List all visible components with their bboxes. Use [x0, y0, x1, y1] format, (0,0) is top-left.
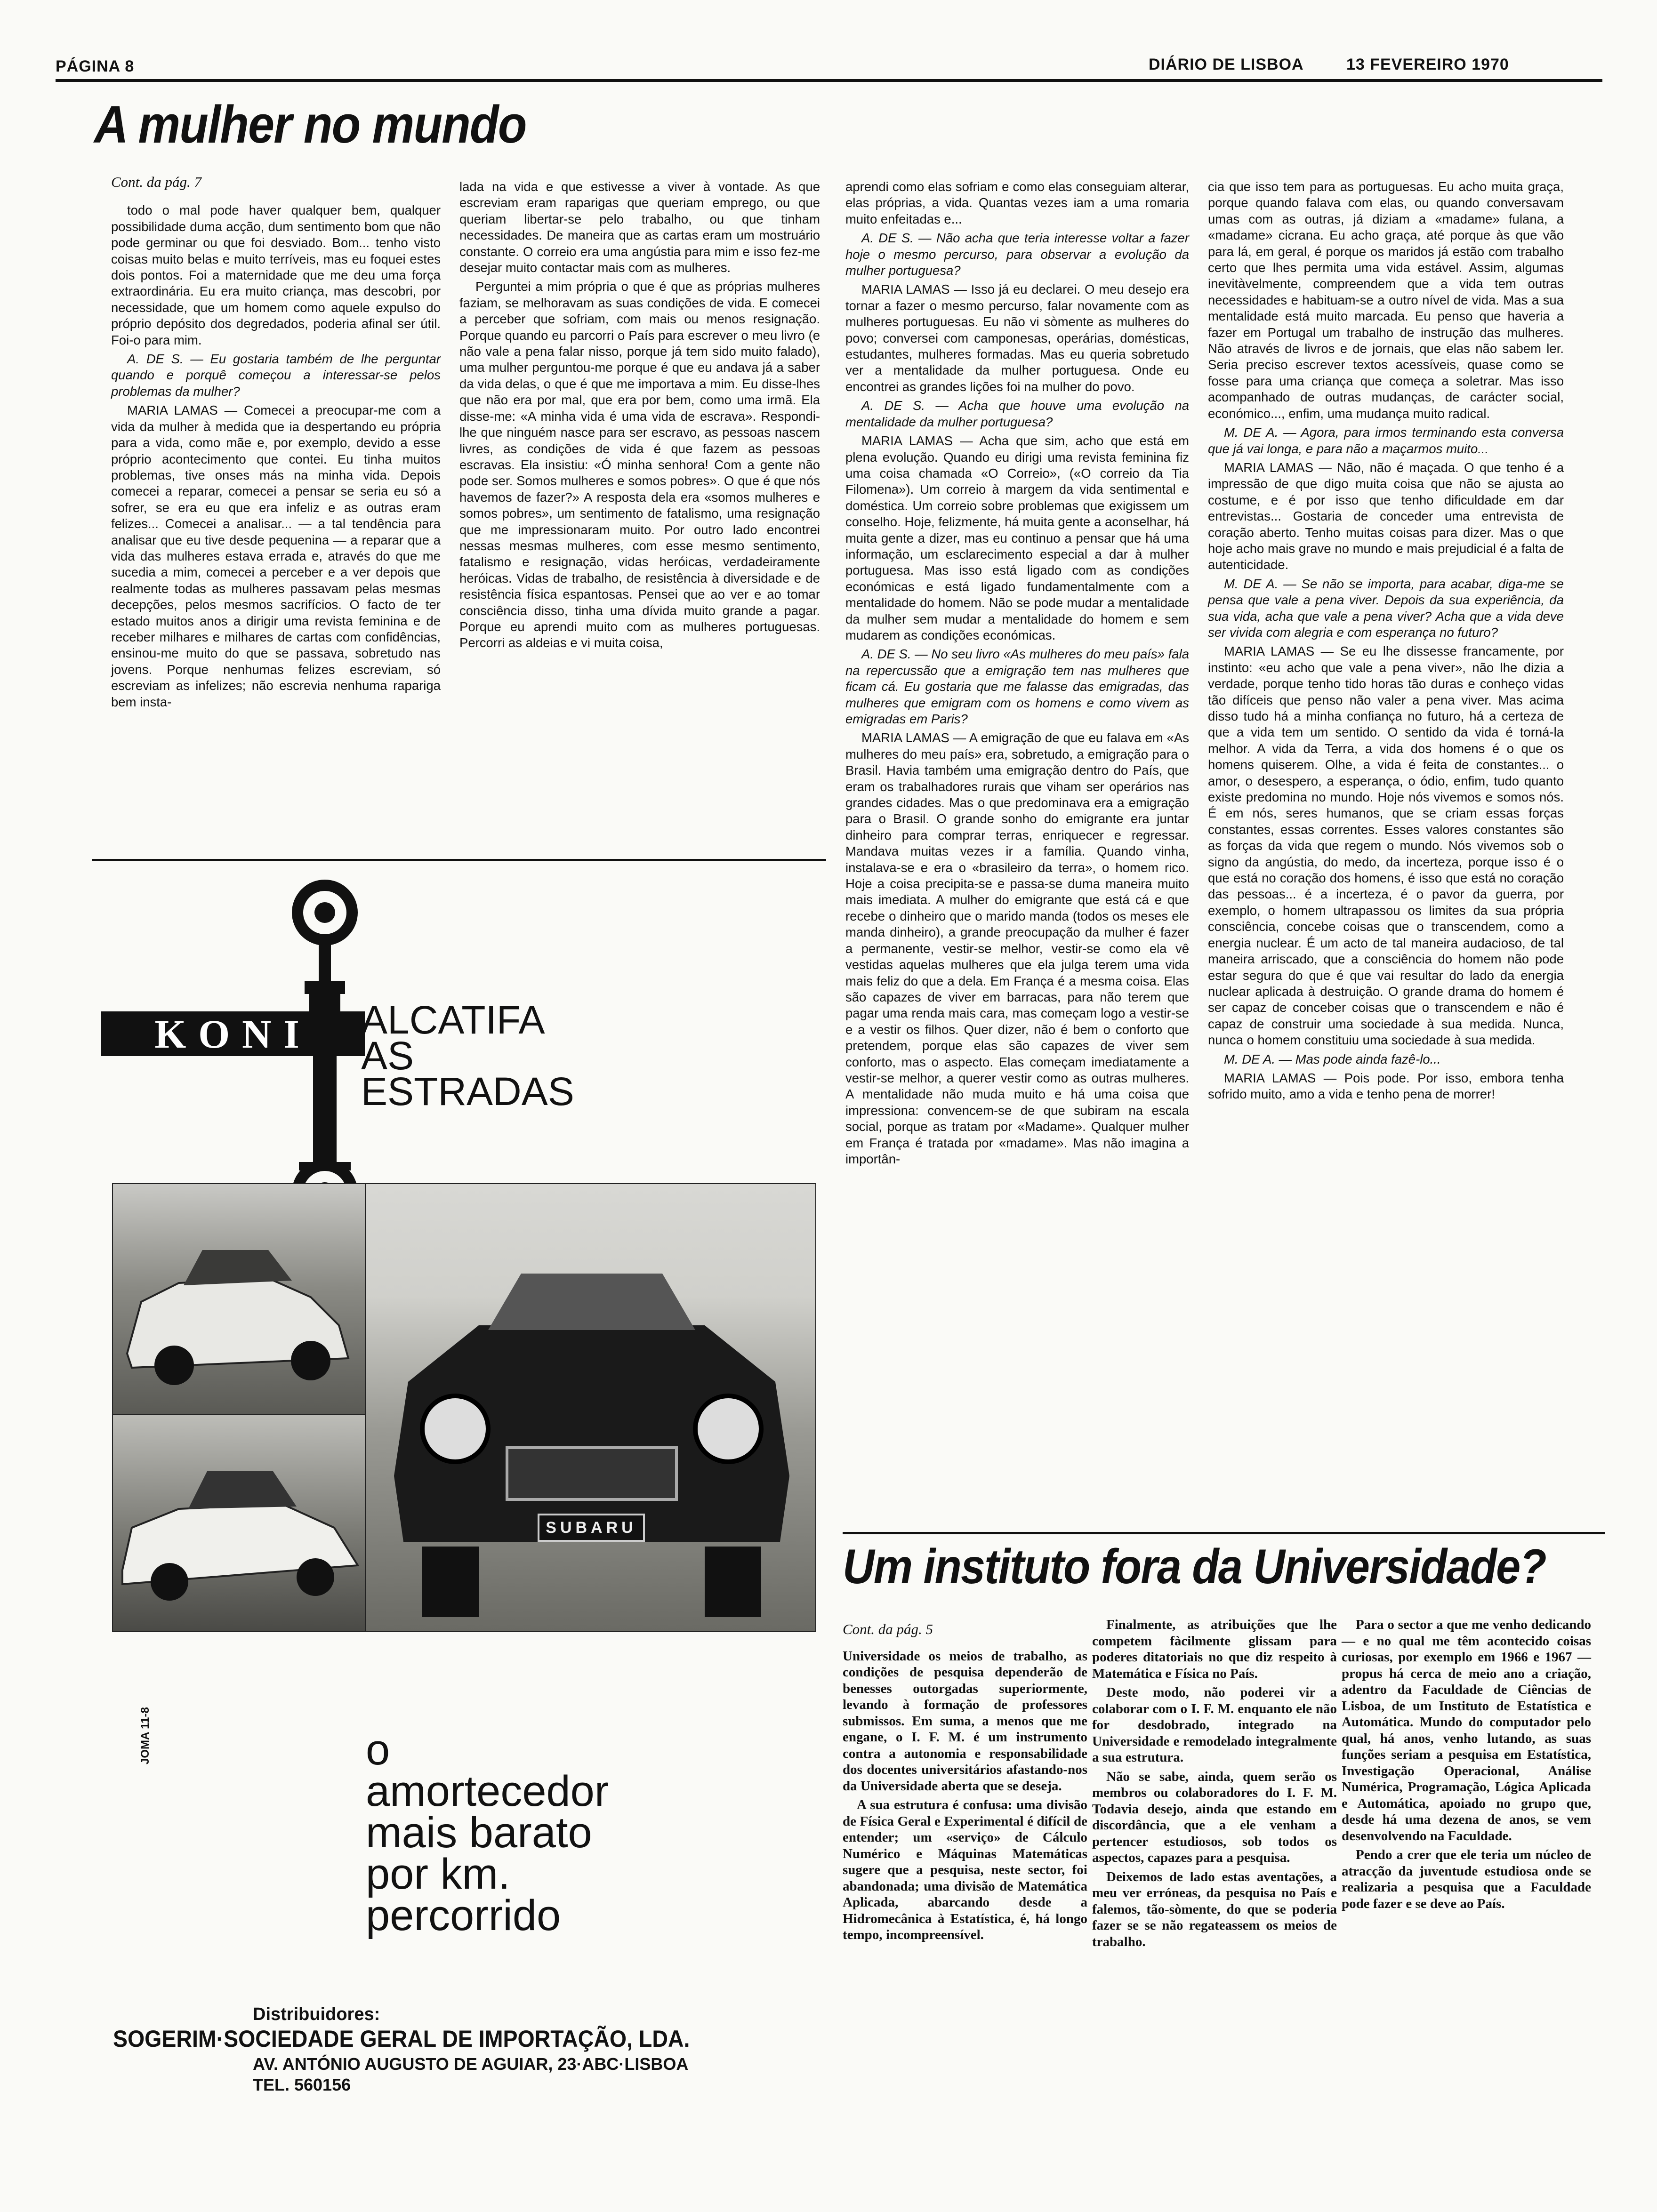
ad-tagline: [366, 1726, 609, 1940]
paragraph: MARIA LAMAS — Comecei a preocupar-me com a vida da mulher à medida que ia despertando eu própria para a vida, como mãe e, por exemplo, devido a esse próprio acontecimento que contei. Eu tinha muitos problemas, tive onses más na minha vida. Depois comecei a reparar, comecei a pensar se seria eu só a sofrer, se era eu que era infeliz e as outras eram felizes... Comecei a analisar... — a tal tendência para analisar que eu tive desde pequenina — a reparar que a vida das mulheres estava errada e, através do que me sucedia a mim, comecei a perceber e a ver depois que realmente todas as mulheres passavam pelas mesmas decepções, pelos mesmos sacrifícios. O facto de ter estado muitos anos a dirigir uma revista feminina e de receber milhares e milhares de cartas com confidências, ensinou-me muito do que se passava, sobretudo nas jovens. Porque nenhumas felizes escreviam, só escreviam as infelizes; não escrevia nenhuma rapariga bem insta-: [111, 403, 441, 709]
paragraph: Pendo a crer que ele teria um núcleo de atracção da juventude estudiosa onde se realizaria a pesquisa que a Faculdade pode fazer e se deve ao País.: [1342, 1847, 1591, 1911]
article-column-3: [845, 179, 1189, 1170]
car-plate-text: SUBARU: [546, 1518, 637, 1537]
newspaper-name: DIÁRIO DE LISBOA: [1149, 56, 1304, 73]
continuation-note: Cont. da pág. 5: [843, 1621, 933, 1637]
article-headline: A mulher no mundo: [94, 95, 526, 154]
issue-date: 13 FEVEREIRO 1970: [1346, 56, 1509, 73]
ad-phone: TEL. 560156: [253, 2075, 351, 2094]
koni-logo: [101, 1011, 365, 1056]
paragraph: Finalmente, as atribuições que lhe competem fàcilmente glissam para poderes ditatoriais no que diz respeito à Matemática e Física no País.: [1092, 1617, 1337, 1681]
ad-address: AV. ANTÓNIO AUGUSTO DE AGUIAR, 23·ABC·LISBOA: [253, 2054, 689, 2074]
article2-column-3: [1342, 1617, 1591, 1915]
interview-question: M. DE A. — Agora, para irmos terminando esta conversa que já vai longa, e para não a maçarmos muito...: [1208, 425, 1564, 456]
interview-question: M. DE A. — Se não se importa, para acabar, diga-me se pensa que vale a pena viver. Depois da sua experiência, da sua vida, acha que vale a pena viver? Acha que a vida deve ser vivida com alegria e com esperança no futuro?: [1208, 576, 1564, 640]
continuation-note: Cont. da pág. 7: [111, 174, 202, 190]
paragraph: todo o mal pode haver qualquer bem, qualquer possibilidade duma acção, dum sentimento bom que não pode germinar ou que foi desviado. Bom... tenho visto coisas muito belas e muito terríveis, mas eu foquei estes dois pontos. Foi a maternidade que me deu uma força extraordinária. Eu era muito criança, mas descobri, por necessidade, que um homem como aquele expulso do próprio depósito dos degredados, poderia afinal ser útil. Foi-o para mim.: [111, 203, 441, 347]
article2-column-1: [843, 1621, 1087, 1946]
interview-question: A. DE S. — Acha que houve uma evolução na mentalidade da mulher portuguesa?: [845, 398, 1189, 429]
article-column-1: [111, 165, 441, 713]
paragraph: MARIA LAMAS — Isso já eu declarei. O meu desejo era tornar a fazer o mesmo percurso, falar novamente com as mulheres portuguesas. Eu não vi sòmente as mulheres do povo; conversei com camponesas, operárias, domésticas, estudantes, mulheres formadas. Mas eu queria sobretudo ver a mentalidade da mulher portuguesa. Onde eu encontrei as grandes lições foi na mulher do povo.: [845, 282, 1189, 394]
ad-slogan-line: AS: [361, 1034, 414, 1078]
ad-slogan-line: ALCATIFA: [361, 998, 545, 1042]
interview-question: A. DE S. — Eu gostaria também de lhe perguntar quando e porquê começou a interessar-se pelos problemas da mulher?: [111, 352, 441, 399]
paragraph: Para o sector a que me venho dedicando — e no qual me têm acontecido coisas curiosas, por exemplo em 1966 e 1967 — propus há cerca de meio ano a criação, adentro da Faculdade de Ciências de Lisboa, de um Instituto de Estatística e Automática. Mundo do computador pelo qual, há anos, venho lutando, as suas funções seriam a pesquisa em Estatística, Investigação Operacional, Análise Numérica, Programação, Lógica Aplicada e Automática, apoiado no grupo que, desde há uma dezena de anos, se vem desenvolvendo na Faculdade.: [1342, 1617, 1591, 1843]
car-photo-top: [112, 1183, 368, 1416]
ad-tagline-line: por km.: [366, 1850, 510, 1898]
interview-question: A. DE S. — Não acha que teria interesse voltar a fazer hoje o mesmo percurso, para observar a evolução da mulher portuguesa?: [845, 231, 1189, 278]
paragraph: lada na vida e que estivesse a viver à vontade. As que escreviam eram raparigas que queriam emprego, ou que queriam libertar-se pelo trabalho, ou que tinham necessidades. De maneira que as cartas eram um mostruário constante. O correio era uma angústia para mim e isso fez-me desejar muito contactar mais com as mulheres.: [459, 179, 820, 275]
paragraph: MARIA LAMAS — Se eu lhe dissesse francamente, por instinto: «eu acho que vale a pena viver», não lhe dizia a verdade, porque tenho tido horas tão duras e conheço vidas tão difíceis que penso não valer a pena viver. Mas acima disso tudo há a minha confiança no futuro, há a certeza de que a vida tem um sentido. O sentido da vida é torná-la melhor. A vida da Terra, a vida dos homens é o que os homens quiserem. Olhe, a vida é feita de constantes... o amor, o desespero, a esperança, o ódio, enfim, tudo quanto existe predomina no mundo. Hoje nós vivemos e somos nós. É em nós, seres humanos, que se criam essas forças constantes, essas correntes. Esses valores constantes são as forças da vida que regem o mundo. Nós vivemos sob o signo da angústia, do medo, da incerteza, porque isso é o que está no coração dos homens, é isso que está no coração das pessoas... é a incerteza, é o pavor da guerra, por exemplo, o homem ultrapassou os limites da sua própria consciência, concebe coisas que o transcendem, como a energia nuclear. É um acto de tal maneira audacioso, de tal maneira arriscado, que a consciência do homem não pode estar segura do que é que vai resultar do lado da energia nuclear aplicada à destruição. O grande drama do homem é ser capaz de conceber coisas que o transcendem e não é capaz de construir uma sociedade à sua medida. Nunca, nunca o homem constituiu uma sociedade à sua medida.: [1208, 644, 1564, 1048]
paragraph: MARIA LAMAS — Pois pode. Por isso, embora tenha sofrido muito, amo a vida e tenho pena de morrer!: [1208, 1070, 1564, 1102]
ad-slogan-line: ESTRADAS: [361, 1069, 574, 1114]
ad-slogan: [361, 998, 574, 1114]
car-plate: [538, 1514, 645, 1542]
koni-logo-text: KONI: [154, 1011, 312, 1057]
ad-side-code: JOMA 11-8: [139, 1707, 152, 1764]
paragraph: Deixemos de lado estas aventações, a meu ver erróneas, da pesquisa no País e falemos, tão-sòmente, do que se poderia fazer se se não regateassem os meios de trabalho.: [1092, 1869, 1337, 1949]
header-rule: [56, 79, 1602, 82]
ad-distributors-label: Distribuidores:: [253, 2004, 380, 2024]
paragraph: Deste modo, não poderei vir a colaborar com o I. F. M. enquanto ele não for desdobrado, integrado na Universidade e remodelado integralmente a sua estrutura.: [1092, 1685, 1337, 1765]
paragraph: Perguntei a mim própria o que é que as próprias mulheres faziam, se melhoravam as suas condições de vida. E comecei a perceber que sofriam, com mais ou menos resignação. Porque quando eu parcorri o País para escrever o meu livro (e não vale a pena falar nisso, porque já tem sido muito falado), uma mulher perguntou-me porque é que eu andava já a saber da vida delas, o que é que me importava a mim. Eu disse-lhes que não era por mal, que era por bem, como uma irmã. Ela disse-me: «A minha vida é uma vida de escrava». Respondi-lhe que ninguém nasce para ser escravo, as pessoas nascem livres, as condições de vida é que fazem as pessoas escravas. Ela insistiu: «Ó minha senhora! Com a gente não pode ser. Somos mulheres e somos pobres». O que é que nós havemos de fazer?» A resposta dela era «somos mulheres e somos pobres», um sentimento de fatalismo, uma resignação que me impressionaram muito. Por outro lado encontrei nessas mesmas mulheres, com esse mesmo sentimento, fatalismo e resignação, vidas heróicas, verdadeiramente heróicas. Vidas de trabalho, de resistência à diversidade e de resistência física espantosas. Pensei que ao ver e ao tomar consciência disso, tinha uma dívida muito grande a pagar. Porque eu aprendi muito com as mulheres portuguesas. Percorri as aldeias e vi muita coisa,: [459, 279, 820, 650]
paragraph: aprendi como elas sofriam e como elas conseguiam alterar, elas próprias, a vida. Quantas vezes iam a uma romaria muito enfeitadas e...: [845, 179, 1189, 226]
paragraph: Universidade os meios de trabalho, as condições de pesquisa dependerão de benesses outorgadas superiormente, levando à formação de professores submissos. Em suma, a menos que me engane, o I. F. M. é um instrumento contra a autonomia e responsabilidade dos docentes universitários afastando-nos da Universidade aberta que se deseja.: [843, 1648, 1087, 1794]
paragraph: cia que isso tem para as portuguesas. Eu acho muita graça, porque quando falava com elas, ou quando conversavam umas com as outras, já diziam a «madame» fulana, a «madame» cicrana. Eu acho graça, até porque às que vão para lá, em geral, é porque os maridos já estão com trabalho certo que lhes permita uma vida estável. Assim, algumas inevitàvelmente, compreendem que a vida tem outras necessidades e habituam-se a outro nível de vida. Mas a sua mentalidade está muito marcada. Eu penso que haveria a fazer em Portugal um trabalho de instrução das mulheres. Não através de livros e de jornais, que elas não sabem ler. Seria preciso escrever textos acessíveis, quase como se fosse para uma criança que começa a soletrar. Mas isso acompanhado de outras mudanças, de carácter social, económico..., enfim, uma mudança muito radical.: [1208, 179, 1564, 421]
car-photo-bottom: [112, 1414, 368, 1632]
car-photo-front: [365, 1183, 816, 1632]
paragraph: MARIA LAMAS — A emigração de que eu falava em «As mulheres do meu país» era, sobretudo, a emigração para o Brasil. Havia também uma emigração dentro do País, que eram os trabalhadores rurais que viham ser operários nas grandes cidades. Mas o que predominava era a emigração para o Brasil. O grande sonho do emigrante era juntar dinheiro para comprar terras, enriquecer e regressar. Mandava muitas vezes ir a família. Quando vinha, instalava-se e era o «brasileiro da terra», o homem rico. Hoje a coisa precipita-se e passa-se duma maneira muito mais imediata. A mulher do emigrante que está cá e que recebe o dinheiro que o marido manda (todos os meses ele manda dinheiro), a grande preocupação da mulher é fazer a permanente, vestir-se melhor, vestir-se como ela vê vestidas aquelas mulheres que ela julga terem uma vida mais feliz do que a dela. Em França é a mesma coisa. Elas são capazes de viver em barracas, para não terem que pagar uma renda mais cara, mas começam logo a vestir-se e a vestir os filhos. Quer dizer, não é bem o conforto que pretendem, porque elas são capazes de viver sem conforto, mas o aspecto. Elas começam imediatamente a vestir-se melhor, a querer vestir como as outras mulheres. A mentalidade não muda muito e há uma coisa que impressiona: convencem-se de que subiram na escala social, porque as tratam por «Madame». Qualquer mulher em França é tratada por «madame». Mas não imagina a importân-: [845, 730, 1189, 1166]
article2-headline: Um instituto fora da Universidade?: [843, 1539, 1546, 1594]
ad-tagline-line: mais barato: [366, 1809, 592, 1857]
paragraph: A sua estrutura é confusa: uma divisão de Física Geral e Experimental é difícil de entender; um «serviço» de Cálculo Numérico e Máquinas Matemáticas sugere que a pesquisa, neste sector, foi abandonada; uma divisão de Matemática Aplicada, abarcando desde a Hidromecânica à Estatística, é, há longo tempo, incompreensível.: [843, 1797, 1087, 1942]
article-divider: [843, 1532, 1605, 1534]
article-column-2: [459, 179, 820, 654]
article-column-4: [1208, 179, 1564, 1106]
ad-tagline-line: o: [366, 1726, 390, 1774]
paragraph: Não se sabe, ainda, quem serão os membros ou colaboradores do I. F. M. Todavia desejo, ainda que estando em discordância, que a ele venham a pertencer estudiosos, sob todos os aspectos, capazes para a pesquisa.: [1092, 1769, 1337, 1865]
paragraph: MARIA LAMAS — Não, não é maçada. O que tenho é a impressão de que digo muita coisa que não se ajusta ao costume, e é por isso que tenho dificuldade em dar entrevistas... Gostaria de conceder uma entrevista de coração aberto. Tenho muitas coisas para dizer. Mas o que hoje acho mais grave no mundo e mais prejudicial é a falta de autenticidade.: [1208, 460, 1564, 572]
ad-company: SOGERIM·SOCIEDADE GERAL DE IMPORTAÇÃO, LDA.: [113, 2026, 690, 2052]
interview-question: A. DE S. — No seu livro «As mulheres do meu país» fala na repercussão que a emigração tem nas mulheres que ficam cá. Eu gostaria que me falasse das emigradas, das mulheres que emigram com os homens e como vivem as emigradas em Paris?: [845, 647, 1189, 726]
koni-advertisement: [92, 859, 826, 2146]
page-label: PÁGINA 8: [56, 57, 135, 75]
ad-tagline-line: percorrido: [366, 1891, 561, 1940]
article2-column-2: [1092, 1617, 1337, 1953]
paragraph: MARIA LAMAS — Acha que sim, acho que está em plena evolução. Quando eu dirigi uma revista feminina fiz uma coisa chamada «O Correio», («O correio da Tia Filomena»). Um correio à margem da vida sentimental e doméstica. Um correio sobre problemas que exigissem um conselho. Hoje, felizmente, há muita gente a aconselhar, há muita gente a dizer, mas eu continuo a pensar que há uma informação, um esclarecimento especial a dar à mulher portuguesa. Mas isso está ligado com as condições económicas e está ligado fundamentalmente com a mentalidade do homem. Não se pode mudar a mentalidade da mulher sem mudar a mentalidade do homem e sem mudarem as condições económicas.: [845, 433, 1189, 642]
ad-tagline-line: amortecedor: [366, 1767, 609, 1815]
interview-question: M. DE A. — Mas pode ainda fazê-lo...: [1224, 1051, 1441, 1066]
